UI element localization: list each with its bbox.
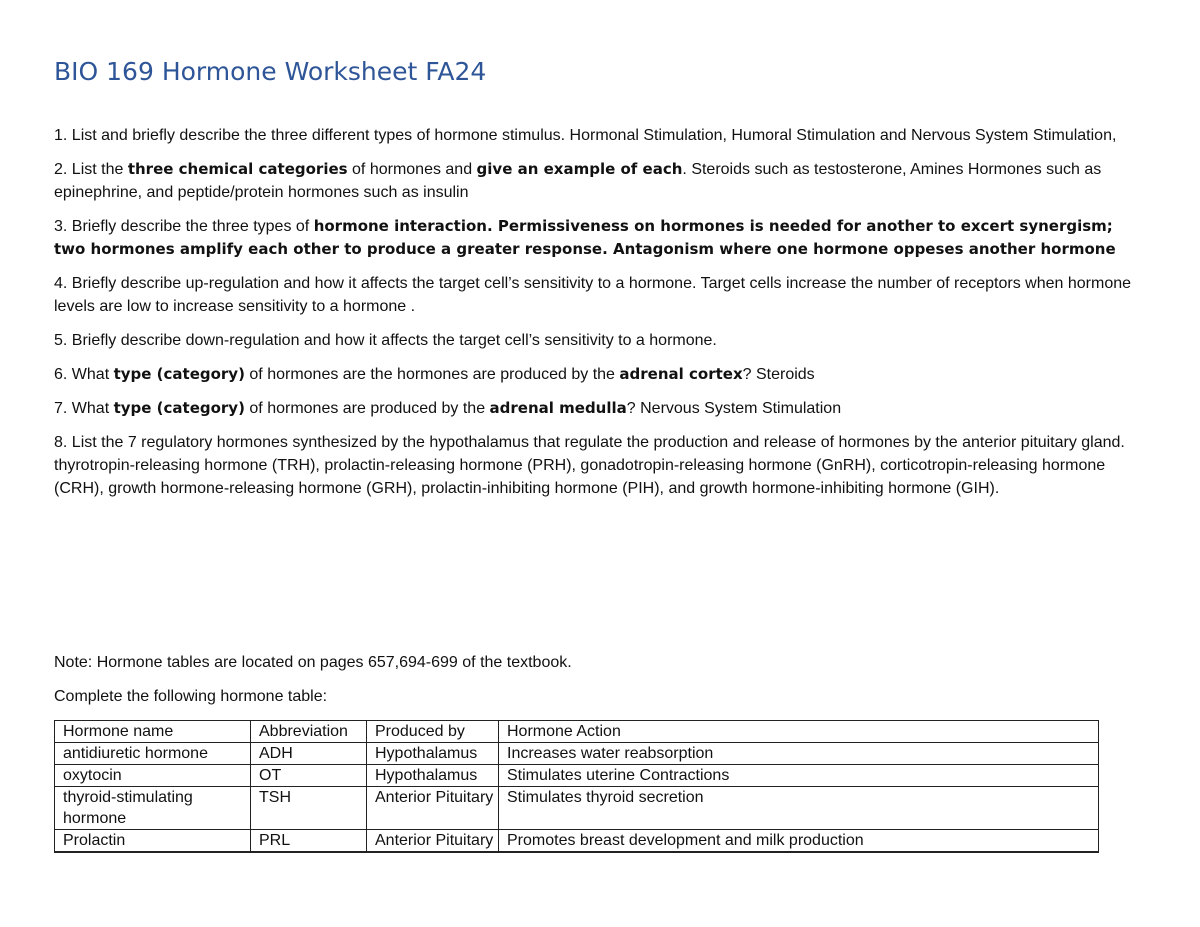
question-text: of hormones are produced by the [244, 400, 490, 417]
cell-produced-by: Hypothalamus [367, 765, 499, 787]
question-3 [54, 215, 1132, 261]
cell-produced-by: Anterior Pituitary [367, 830, 499, 853]
cell-abbreviation: PRL [251, 830, 367, 853]
header-produced-by: Produced by [367, 721, 499, 743]
question-1 [54, 124, 1132, 147]
header-hormone-action: Hormone Action [499, 721, 1099, 743]
question-emphasis: three chemical categories [127, 160, 348, 178]
question-list [54, 124, 1132, 511]
hormone-table [54, 720, 1099, 853]
question-emphasis: adrenal medulla [489, 399, 627, 417]
question-emphasis: type (category) [113, 365, 245, 383]
question-2 [54, 158, 1132, 204]
question-emphasis: give an example of each [476, 160, 683, 178]
table-row [55, 743, 1099, 765]
question-4 [54, 272, 1132, 318]
question-text: 6. What [54, 366, 114, 383]
textbook-note: Note: Hormone tables are located on pages 657,694-699 of the textbook. [54, 654, 572, 671]
cell-produced-by: Anterior Pituitary [367, 787, 499, 830]
question-text: . Steroids such as testosterone, Amines Hormones such as epinephrine, and peptide/protein hormones such as insulin [54, 161, 1102, 201]
table-header-row [55, 721, 1099, 743]
question-6 [54, 363, 1132, 386]
table-row [55, 830, 1099, 853]
table-instruction: Complete the following hormone table: [54, 688, 328, 705]
question-emphasis: type (category) [113, 399, 245, 417]
question-text: ? Steroids [742, 366, 815, 383]
cell-hormone-name: antidiuretic hormone [55, 743, 251, 765]
cell-hormone-action: Increases water reabsorption [499, 743, 1099, 765]
question-text: 4. Briefly describe up-regulation and how it affects the target cell’s sensitivity to a hormone. Target cells increase the number of receptors when hormone levels are low to increase sensitivity to a hormone . [54, 275, 1132, 315]
cell-hormone-name: oxytocin [55, 765, 251, 787]
cell-hormone-name: thyroid-stimulating hormone [55, 787, 251, 830]
cell-hormone-name: Prolactin [55, 830, 251, 853]
question-8 [54, 431, 1132, 500]
cell-hormone-action: Stimulates uterine Contractions [499, 765, 1099, 787]
cell-abbreviation: ADH [251, 743, 367, 765]
question-emphasis: hormone interaction. Permissiveness on hormones is needed for another to excert synergism; two hormones amplify each other to produce a greater response. Antagonism where one hormone oppeses another hormone [54, 217, 1116, 258]
question-text: of hormones are the hormones are produced by the [244, 366, 620, 383]
cell-abbreviation: TSH [251, 787, 367, 830]
question-text: of hormones and [347, 161, 477, 178]
header-abbreviation: Abbreviation [251, 721, 367, 743]
table-row [55, 765, 1099, 787]
cell-hormone-action: Stimulates thyroid secretion [499, 787, 1099, 830]
header-hormone-name: Hormone name [55, 721, 251, 743]
question-text: 5. Briefly describe down-regulation and how it affects the target cell’s sensitivity to a hormone. [54, 332, 717, 349]
question-text: 1. List and briefly describe the three different types of hormone stimulus. Hormonal Stimulation, Humoral Stimulation and Nervous System Stimulation, [54, 127, 1117, 144]
cell-abbreviation: OT [251, 765, 367, 787]
question-text: 3. Briefly describe the three types of [54, 218, 314, 235]
table-row [55, 787, 1099, 830]
question-text: ? Nervous System Stimulation [626, 400, 842, 417]
question-text: 8. List the 7 regulatory hormones synthesized by the hypothalamus that regulate the production and release of hormones by the anterior pituitary gland. thyrotropin-releasing hormone (TRH), prolactin-releasing hormone (PRH), gonadotropin-releasing hormone (GnRH), corticotropin-releasing hormone (CRH), growth hormone-releasing hormone (GRH), prolactin-inhibiting hormone (PIH), and growth hormone-inhibiting hormone (GIH). [54, 434, 1125, 497]
question-text: 2. List the [54, 161, 128, 178]
cell-hormone-action: Promotes breast development and milk production [499, 830, 1099, 853]
question-text: 7. What [54, 400, 114, 417]
question-7 [54, 397, 1132, 420]
document-title: BIO 169 Hormone Worksheet FA24 [54, 57, 487, 86]
question-emphasis: adrenal cortex [619, 365, 743, 383]
question-5 [54, 329, 1132, 352]
cell-produced-by: Hypothalamus [367, 743, 499, 765]
